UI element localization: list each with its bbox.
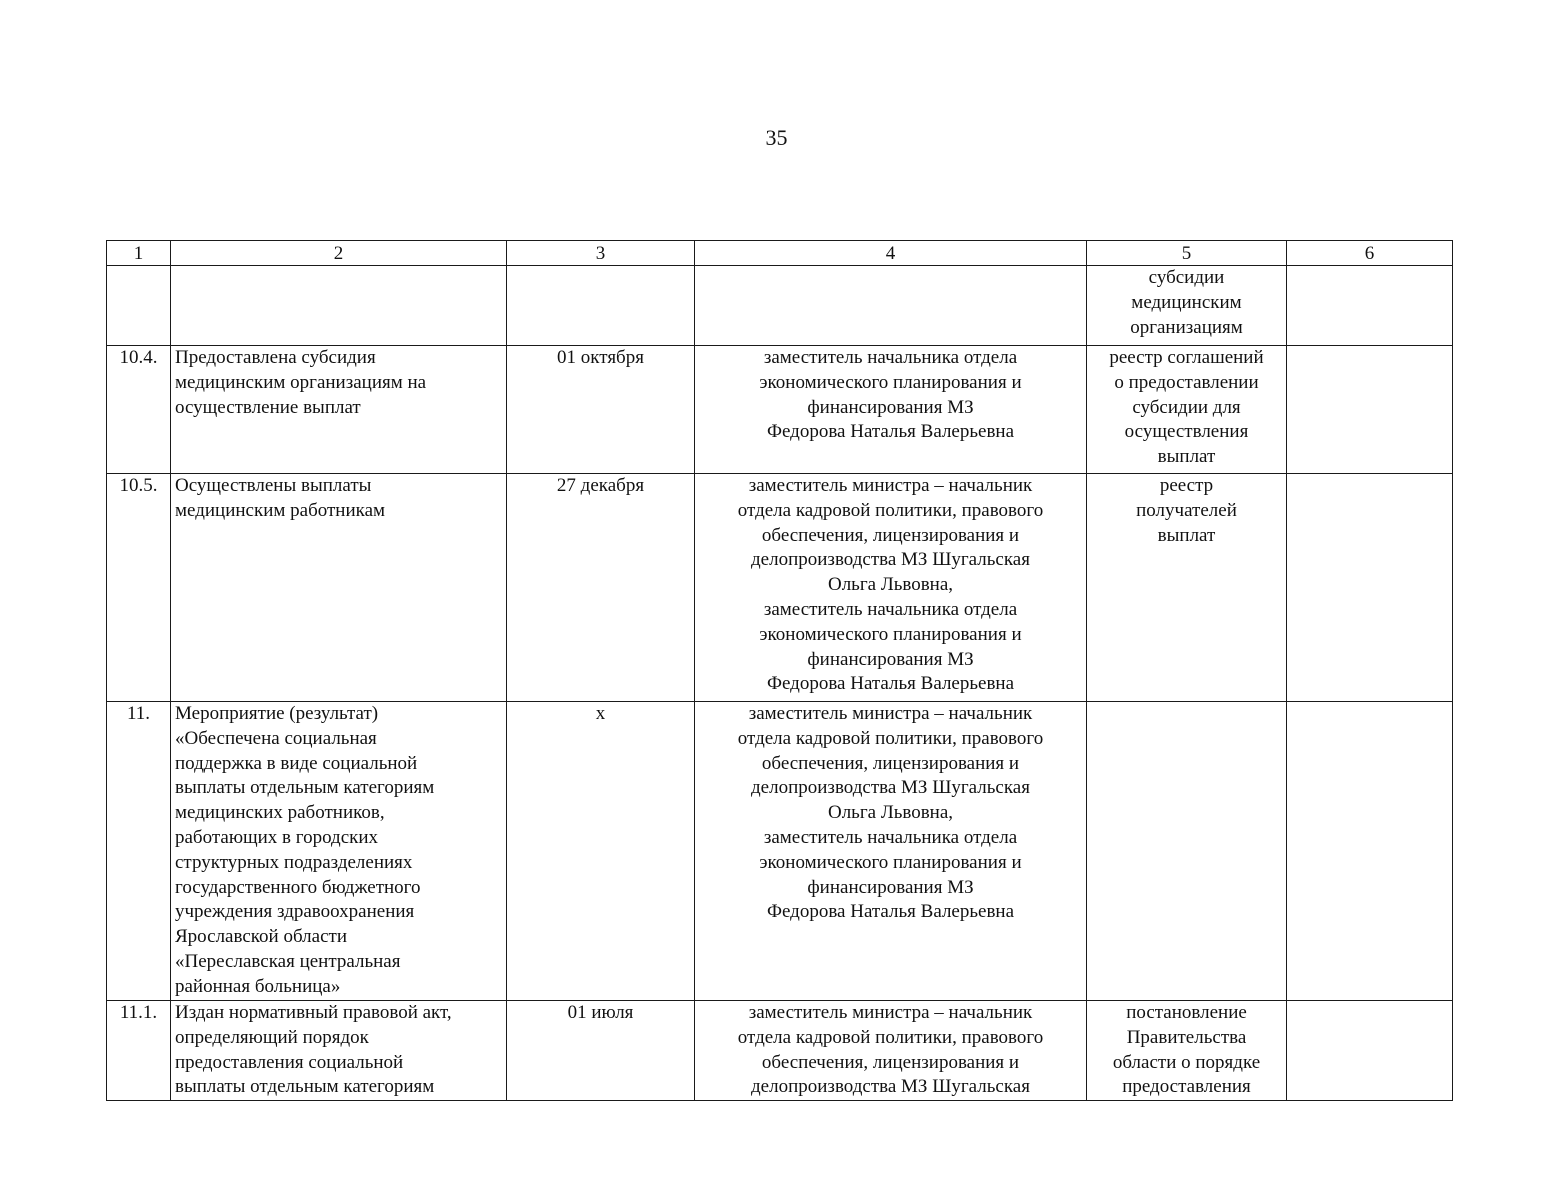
description-cell: Осуществлены выплаты медицинским работникам [171, 474, 507, 702]
table-row [107, 474, 1453, 702]
date-cell: 27 декабря [507, 474, 695, 702]
row-number-cell: 11.1. [107, 1001, 171, 1101]
table-row [107, 346, 1453, 474]
result-document-cell: реестр получателей выплат [1087, 474, 1287, 702]
date-cell [507, 266, 695, 346]
description-cell: Предоставлена субсидия медицинским организациям на осуществление выплат [171, 346, 507, 474]
row-number-cell [107, 266, 171, 346]
responsible-cell: заместитель начальника отдела экономического планирования и финансирования МЗ Федорова Наталья Валерьевна [695, 346, 1087, 474]
row-number-cell: 10.4. [107, 346, 171, 474]
table-row [107, 266, 1453, 346]
column-header-6: 6 [1287, 241, 1453, 266]
page-number: 35 [765, 125, 788, 150]
row-number-cell: 11. [107, 702, 171, 1001]
column-header-4: 4 [695, 241, 1087, 266]
result-document-cell [1087, 702, 1287, 1001]
responsible-cell [695, 266, 1087, 346]
date-cell: 01 июля [507, 1001, 695, 1101]
result-document-cell: постановление Правительства области о порядке предоставления [1087, 1001, 1287, 1101]
responsible-cell: заместитель министра – начальник отдела кадровой политики, правового обеспечения, лицензирования и делопроизводства МЗ Шугальская Ольга Львовна, заместитель начальника отдела экономического планирования и финансирования МЗ Федорова Наталья Валерьевна [695, 702, 1087, 1001]
result-document-cell: субсидии медицинским организациям [1087, 266, 1287, 346]
note-cell [1287, 1001, 1453, 1101]
column-header-3: 3 [507, 241, 695, 266]
column-header-1: 1 [107, 241, 171, 266]
description-cell [171, 266, 507, 346]
responsible-cell: заместитель министра – начальник отдела кадровой политики, правового обеспечения, лицензирования и делопроизводства МЗ Шугальская Ольга Львовна, заместитель начальника отдела экономического планирования и финансирования МЗ Федорова Наталья Валерьевна [695, 474, 1087, 702]
note-cell [1287, 346, 1453, 474]
row-number-cell: 10.5. [107, 474, 171, 702]
date-cell: 01 октября [507, 346, 695, 474]
note-cell [1287, 474, 1453, 702]
responsible-cell: заместитель министра – начальник отдела кадровой политики, правового обеспечения, лицензирования и делопроизводства МЗ Шугальская [695, 1001, 1087, 1101]
note-cell [1287, 266, 1453, 346]
note-cell [1287, 702, 1453, 1001]
plan-table [106, 240, 1453, 1101]
description-cell: Мероприятие (результат) «Обеспечена социальная поддержка в виде социальной выплаты отдельным категориям медицинских работников, работающих в городских структурных подразделениях государственного бюджетного учреждения здравоохранения Ярославской области «Переславская центральная районная больница» [171, 702, 507, 1001]
table-row [107, 702, 1453, 1001]
result-document-cell: реестр соглашений о предоставлении субсидии для осуществления выплат [1087, 346, 1287, 474]
table-header-row [107, 241, 1453, 266]
column-header-2: 2 [171, 241, 507, 266]
column-header-5: 5 [1087, 241, 1287, 266]
table-row [107, 1001, 1453, 1101]
date-cell: х [507, 702, 695, 1001]
description-cell: Издан нормативный правовой акт, определяющий порядок предоставления социальной выплаты отдельным категориям [171, 1001, 507, 1101]
